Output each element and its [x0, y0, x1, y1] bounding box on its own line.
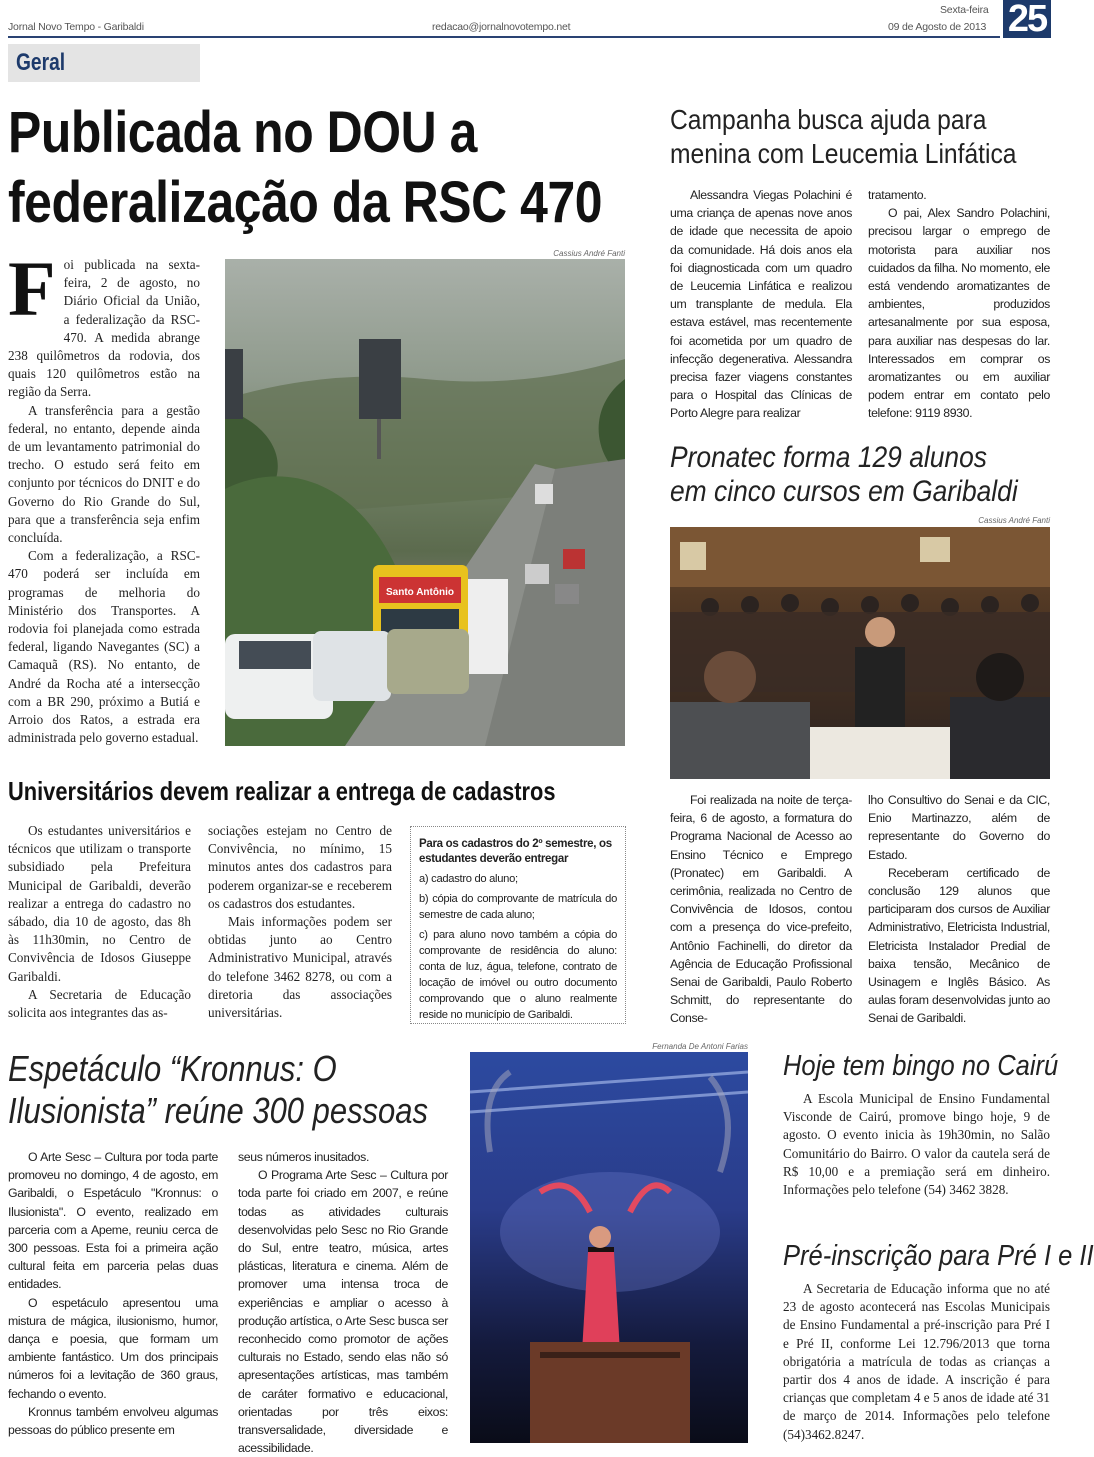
- paragraph: lho Consultivo do Senai e da CIC, Enio Martinazzo, além de representante do Governo do Estado.: [868, 793, 1050, 862]
- box-item: c) para aluno novo também a cópia do comprovante de residência do aluno: conta de luz, água, telefone, contrato de locação de imóvel ou outro documento comprovando que o aluno realmente reside no município de Garibaldi.: [419, 929, 617, 1021]
- photo-credit: Cassius André Fanti: [978, 516, 1050, 525]
- newspaper-name: Jornal Novo Tempo - Garibaldi: [8, 21, 144, 33]
- highway-photo: [225, 259, 625, 746]
- box-title: Para os cadastros do 2º semestre, os estudantes deverão entregar: [419, 838, 612, 865]
- photo-credit: Fernanda De Antoni Farias: [652, 1042, 748, 1051]
- paragraph: O Arte Sesc – Cultura por toda parte promoveu no domingo, 4 de agosto, em Garibaldi, o Espetáculo "Kronnus: o Ilusionista". O evento, realizado em parceria com a Apeme, reuniu cerca de 300 pessoas. Esta foi a primeira ação cultural feita em parceria pelas duas entidades.: [8, 1150, 218, 1292]
- paragraph: O espetáculo apresentou uma mistura de mágica, ilusionismo, humor, dança e poesia, que formam um ambiente fantástico. Um dos principais números foi a levitação de 360 graus, fechando o evento.: [8, 1295, 218, 1401]
- paragraph: O Programa Arte Sesc – Cultura por toda parte foi criado em 2007, e reúne todas as atividades culturais desenvolvidas pelo Sesc no Rio Grande do Sul, entre teatro, música, artes plásticas, literatura e cinema. Além de promover uma intensa troca de experiências e ampliar o acesso à produção artística, o Arte Sesc busca ser reconhecido como promotor de ações culturais no Estado, sendo elas não só apresentações artísticas, mas também de caráter formativo e educacional, orientadas por três eixos: transversalidade, diversidade e acessibilidade.: [238, 1168, 448, 1456]
- graduation-illustration: [670, 527, 1050, 779]
- paragraph: Alessandra Viegas Polachini é uma criança de apenas nove anos de idade que necessita de apoio da comunidade. Há dois anos ela foi diagnosticada com um quadro de Leucemia Linfática e realizou um transplante de medula. Ela estava estável, mas recentemente foi acometida por um quadro de infecção degenerativa. Alessandra precisa fazer viagens constantes para o Hospital das Clínicas de Porto Alegre para realizar: [670, 188, 852, 421]
- paragraph: oi publicada na sexta-feira, 2 de agosto, no Diário Oficial da União, a federalização da RSC-470. A medida abrange 238 quilômetros da rodovia, dos quais 120 quilômetros estão na região da Serra.: [8, 257, 200, 400]
- paragraph: A Escola Municipal de Ensino Fundamental Visconde de Cairú, promove bingo hoje, 9 de agosto. O evento inicia às 19h30min, no Salão Comunitário do Bairro. O valor da cautela será de R$ 10,00 e a premiação será em dinheiro. Informações pelo telefone (54) 3462 3828.: [783, 1091, 1050, 1198]
- header-rule: [8, 36, 1000, 38]
- paragraph: A Secretaria de Educação solicita aos integrantes das as-: [8, 986, 191, 1021]
- paragraph: Com a federalização, a RSC-470 poderá ser incluída em programas de melhoria do Ministério dos Transportes. A rodovia foi planejada como estrada federal, ligando Navegantes (SC) a Camaquã (RS). No entanto, de André da Rocha até a intersecção com a BR 290, próximo a Butiá e Arroio dos Ratos, a estrada era administrada pelo governo estadual.: [8, 548, 200, 746]
- paragraph: sociações estejam no Centro de Convivência, no mínimo, 15 minutos antes dos cadastros para poderem organizar-se e receberem os cadastros dos estudantes.: [208, 823, 392, 911]
- documents-box: [410, 826, 626, 1024]
- photo-credit: Cassius André Fanti: [553, 249, 625, 258]
- paragraph: Mais informações podem ser obtidas junto ao Centro Administrativo Municipal, através do telefone 3462 8278, ou com a diretoria das associações universitárias.: [208, 914, 392, 1021]
- headline-line: Espetáculo “Kronnus: O: [8, 1048, 337, 1089]
- bus-sign: Santo Antônio: [386, 587, 454, 598]
- paragraph: Foi realizada na noite de terça-feira, 6 de agosto, a formatura do Programa Nacional de Acesso ao Ensino Técnico e Emprego (Pronatec) em Garibaldi. A cerimônia, realizada no Centro de Convivência de Idosos, contou com a presença do vice-prefeito, Antônio Fachinelli, do diretor da Agência de Educação Profissional Senai de Garibaldi, Paulo Roberto Schmitt, do representante do Conse-: [670, 793, 852, 1026]
- section-label-box: [8, 44, 200, 82]
- headline-line: menina com Leucemia Linfática: [670, 138, 1017, 169]
- universitarios-col-1: [8, 822, 191, 1022]
- preinscricao-headline: Pré-inscrição para Pré I e II: [783, 1240, 1094, 1272]
- lead-article-body: [8, 245, 200, 747]
- stage-illustration: [470, 1052, 748, 1443]
- paragraph: A transferência para a gestão federal, no entanto, depende ainda de um levantamento patrimonial do trecho. O estudo será feito em conjunto por técnicos do DNIT e do Governo do Rio Grande do Sul, para que a transferência seja enfim concluída.: [8, 402, 200, 546]
- campanha-headline: [670, 103, 1017, 171]
- paragraph: A Secretaria de Educação informa que no até 23 de agosto acontecerá nas Escolas Municipais de Ensino Fundamental a pré-inscrição para Pré I e Pré II, conforme Lei 12.796/2013 que torna obrigatória a matrícula de todas as crianças a partir dos 4 anos de idade. A inscrição é para crianças que completam 4 e 5 anos de idade até 31 de março de 2014. Informações pelo telefone (54)3462.8247.: [783, 1281, 1050, 1442]
- kronnus-col-2: [238, 1148, 448, 1457]
- kronnus-headline: [8, 1048, 428, 1132]
- headline-line: Ilusionista” reúne 300 pessoas: [8, 1090, 428, 1131]
- page-number: 25: [1003, 0, 1051, 38]
- contact-email[interactable]: redacao@jornalnovotempo.net: [432, 21, 571, 33]
- pronatec-col-2: [868, 791, 1050, 1028]
- paragraph: tratamento.: [868, 188, 927, 202]
- bingo-body: [783, 1090, 1050, 1199]
- box-item: a) cadastro do aluno;: [419, 873, 518, 885]
- paragraph: O pai, Alex Sandro Polachini, precisou largar o emprego de motorista para auxiliar nos cuidados da filha. No momento, ele está vendendo aromatizantes de ambientes, produzidos artesanalmente por sua esposa, para auxiliar nas despesas do lar. Interessados em comprar os aromatizantes ou em auxiliar podem entrar em contato pelo telefone: 9119 8930.: [868, 206, 1050, 421]
- drop-cap: F: [8, 245, 56, 332]
- universitarios-headline: Universitários devem realizar a entrega de cadastros: [8, 776, 556, 806]
- universitarios-col-2: [208, 822, 392, 1022]
- graduation-photo: [670, 527, 1050, 779]
- campanha-col-1: [670, 186, 852, 423]
- pronatec-headline: [670, 441, 1018, 509]
- paragraph: Receberam certificado de conclusão 129 alunos que participaram dos cursos de Auxiliar Administrativo, Eletricista Industrial, Eletricista Instalador Predial de baixa tensão, Mecânico de Usinagem e Inglês Básico. As aulas foram desenvolvidas junto ao Senai de Garibaldi.: [868, 865, 1050, 1026]
- headline-line: Pronatec forma 129 alunos: [670, 441, 988, 474]
- weekday: Sexta-feira: [940, 4, 989, 16]
- paragraph: Kronnus também envolveu algumas pessoas do público presente em: [8, 1404, 218, 1438]
- lead-headline-line: federalização da RSC 470: [8, 170, 603, 235]
- lead-headline-line: Publicada no DOU a: [8, 100, 477, 165]
- campanha-col-2: [868, 186, 1050, 423]
- paragraph: Os estudantes universitários e técnicos que utilizam o transporte subsidiado pela Prefeitura Municipal de Garibaldi, deverão realizar a entrega do cadastro no sábado, dia 10 de agosto, das 8h às 11h30min, no Centro de Convivência de Idosos Giuseppe Garibaldi.: [8, 823, 191, 984]
- stage-photo: [470, 1052, 748, 1443]
- headline-line: em cinco cursos em Garibaldi: [670, 475, 1018, 508]
- highway-illustration: [225, 259, 625, 746]
- section-label: Geral: [16, 49, 66, 76]
- box-item: b) cópia do comprovante de matrícula do semestre de cada aluno;: [419, 893, 617, 921]
- pronatec-col-1: [670, 791, 852, 1028]
- lead-headline: [8, 98, 662, 238]
- headline-line: Campanha busca ajuda para: [670, 104, 987, 135]
- issue-date: 09 de Agosto de 2013: [888, 21, 987, 33]
- paragraph: seus números inusitados.: [238, 1150, 370, 1164]
- bingo-headline: Hoje tem bingo no Cairú: [783, 1050, 1059, 1082]
- kronnus-col-1: [8, 1148, 218, 1439]
- preinscricao-body: [783, 1280, 1050, 1444]
